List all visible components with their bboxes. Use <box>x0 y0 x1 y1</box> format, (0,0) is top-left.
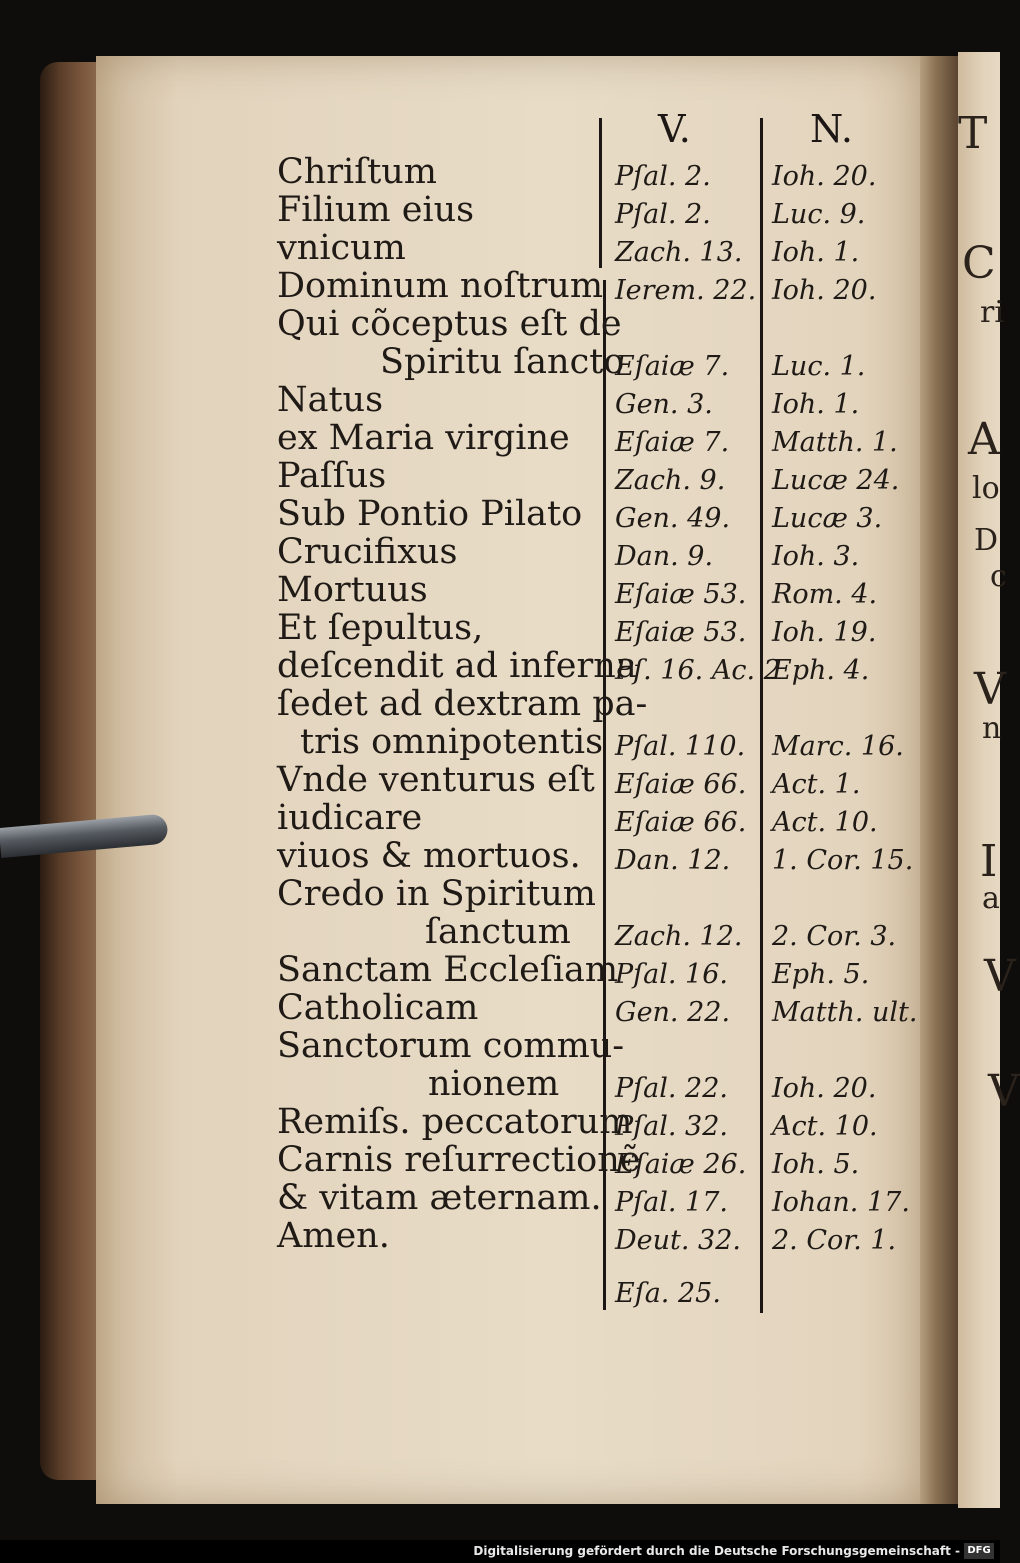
creed-line: Crucifixus <box>277 532 458 572</box>
reference-v: Pſal. 110. <box>615 731 746 762</box>
facing-page-text: c <box>990 559 1007 594</box>
reference-v: Eſaiæ 66. <box>615 769 747 800</box>
reference-v: Dan. 9. <box>615 541 714 572</box>
creed-line: viuos & mortuos. <box>277 836 581 876</box>
reference-n: Ioh. 20. <box>772 1073 877 1104</box>
facing-page-text: a <box>982 881 1000 916</box>
reference-n: Act. 10. <box>772 1111 878 1142</box>
reference-n: Eph. 5. <box>772 959 870 990</box>
creed-line: Paſſus <box>277 456 387 496</box>
reference-n: Act. 10. <box>772 807 878 838</box>
reference-n: Ioh. 19. <box>772 617 877 648</box>
reference-n: Act. 1. <box>772 769 861 800</box>
funding-credit: Digitalisierung gefördert durch die Deutsche Forschungsgemeinschaft - <box>473 1544 960 1558</box>
creed-line: Dominum noſtrum <box>277 266 604 306</box>
facing-page-text: n <box>982 711 1002 746</box>
book-edge <box>40 62 100 1480</box>
reference-n: Luc. 1. <box>772 351 866 382</box>
reference-n: Marc. 16. <box>772 731 904 762</box>
reference-v: Gen. 22. <box>615 997 731 1028</box>
creed-line: Remiſs. peccatorum <box>277 1102 633 1142</box>
creed-line: & vitam æternam. <box>277 1178 602 1218</box>
reference-n: Lucæ 3. <box>772 503 883 534</box>
facing-page-text: ri <box>980 295 1004 330</box>
reference-v: Deut. 32. <box>615 1225 741 1256</box>
facing-page-text: T <box>958 108 988 159</box>
reference-n: 1. Cor. 15. <box>772 845 914 876</box>
reference-v: Ierem. 22. <box>615 275 757 306</box>
creed-line: Sub Pontio Pilato <box>277 494 583 534</box>
reference-n: Lucæ 24. <box>772 465 900 496</box>
reference-n: Matth. ult. <box>772 997 918 1028</box>
reference-n: Ioh. 5. <box>772 1149 860 1180</box>
reference-v: Eſaiæ 53. <box>615 579 747 610</box>
reference-v: Pſal. 32. <box>615 1111 728 1142</box>
facing-page-text: C <box>962 238 996 289</box>
reference-v: Pſal. 2. <box>615 199 711 230</box>
reference-v: Zach. 9. <box>615 465 726 496</box>
creed-line: vnicum <box>277 228 406 268</box>
facing-page-text: V <box>974 664 1006 715</box>
creed-line: ſanctum <box>425 912 571 952</box>
facing-page-text: lo <box>972 471 1000 506</box>
reference-v: Eſaiæ 7. <box>615 351 730 382</box>
reference-n: Iohan. 17. <box>772 1187 910 1218</box>
facing-page-text: V <box>988 1066 1020 1117</box>
creed-line: iudicare <box>277 798 423 838</box>
reference-v: Pſal. 16. <box>615 959 728 990</box>
creed-line: tris omnipotentis <box>300 722 604 762</box>
reference-v: Zach. 12. <box>615 921 743 952</box>
column-rule-v <box>599 118 602 268</box>
reference-n: 2. Cor. 3. <box>772 921 897 952</box>
creed-line: Sanctorum commu- <box>277 1026 625 1066</box>
reference-n: Luc. 9. <box>772 199 866 230</box>
creed-line: Filium eius <box>277 190 475 230</box>
reference-v: Eſaiæ 66. <box>615 807 747 838</box>
column-header-n: N. <box>810 107 853 151</box>
facing-page-text: V <box>984 951 1016 1002</box>
reference-v: Eſa. 25. <box>615 1278 721 1309</box>
creed-line: nionem <box>428 1064 560 1104</box>
reference-v: Eſaiæ 7. <box>615 427 730 458</box>
reference-v: Gen. 3. <box>615 389 713 420</box>
book-gutter <box>920 56 958 1504</box>
creed-line: Mortuus <box>277 570 428 610</box>
reference-v: Pſal. 22. <box>615 1073 728 1104</box>
reference-n: Rom. 4. <box>772 579 878 610</box>
facing-page-text: D <box>974 523 999 558</box>
facing-page-text: I <box>980 836 998 887</box>
creed-line: ſedet ad dextram pa- <box>277 684 648 724</box>
creed-line: Sanctam Eccleſiam <box>277 950 619 990</box>
creed-line: Natus <box>277 380 384 420</box>
creed-line: Spiritu ſancto <box>380 342 625 382</box>
reference-v: Pſal. 17. <box>615 1187 728 1218</box>
creed-line: Carnis reſurrectionẽ <box>277 1140 641 1180</box>
reference-v: Eſaiæ 26. <box>615 1149 747 1180</box>
reference-n: Ioh. 1. <box>772 389 860 420</box>
facing-page-text: A <box>968 414 1000 465</box>
creed-line: Credo in Spiritum <box>277 874 596 914</box>
reference-v: Pſ. 16. Ac. 2 <box>615 655 781 686</box>
reference-n: 2. Cor. 1. <box>772 1225 897 1256</box>
reference-n: Matth. 1. <box>772 427 898 458</box>
reference-n: Ioh. 1. <box>772 237 860 268</box>
creed-line: deſcendit ad inferna <box>277 646 637 686</box>
reference-v: Dan. 12. <box>615 845 731 876</box>
reference-v: Eſaiæ 53. <box>615 617 747 648</box>
reference-n: Ioh. 3. <box>772 541 860 572</box>
creed-line: ex Maria virgine <box>277 418 570 458</box>
creed-line: Amen. <box>277 1216 390 1256</box>
dfg-logo: DFG <box>964 1543 994 1559</box>
reference-n: Ioh. 20. <box>772 161 877 192</box>
reference-n: Eph. 4. <box>772 655 870 686</box>
creed-line: Vnde venturus eſt <box>277 760 595 800</box>
creed-line: Et ſepultus, <box>277 608 484 648</box>
reference-n: Ioh. 20. <box>772 275 877 306</box>
creed-line: Catholicam <box>277 988 479 1028</box>
column-rule-n <box>760 118 763 1313</box>
creed-line: Qui cõceptus eſt de <box>277 304 622 344</box>
column-header-v: V. <box>658 107 691 151</box>
reference-v: Pſal. 2. <box>615 161 711 192</box>
reference-v: Gen. 49. <box>615 503 731 534</box>
creed-line: Chriſtum <box>277 152 437 192</box>
reference-v: Zach. 13. <box>615 237 743 268</box>
